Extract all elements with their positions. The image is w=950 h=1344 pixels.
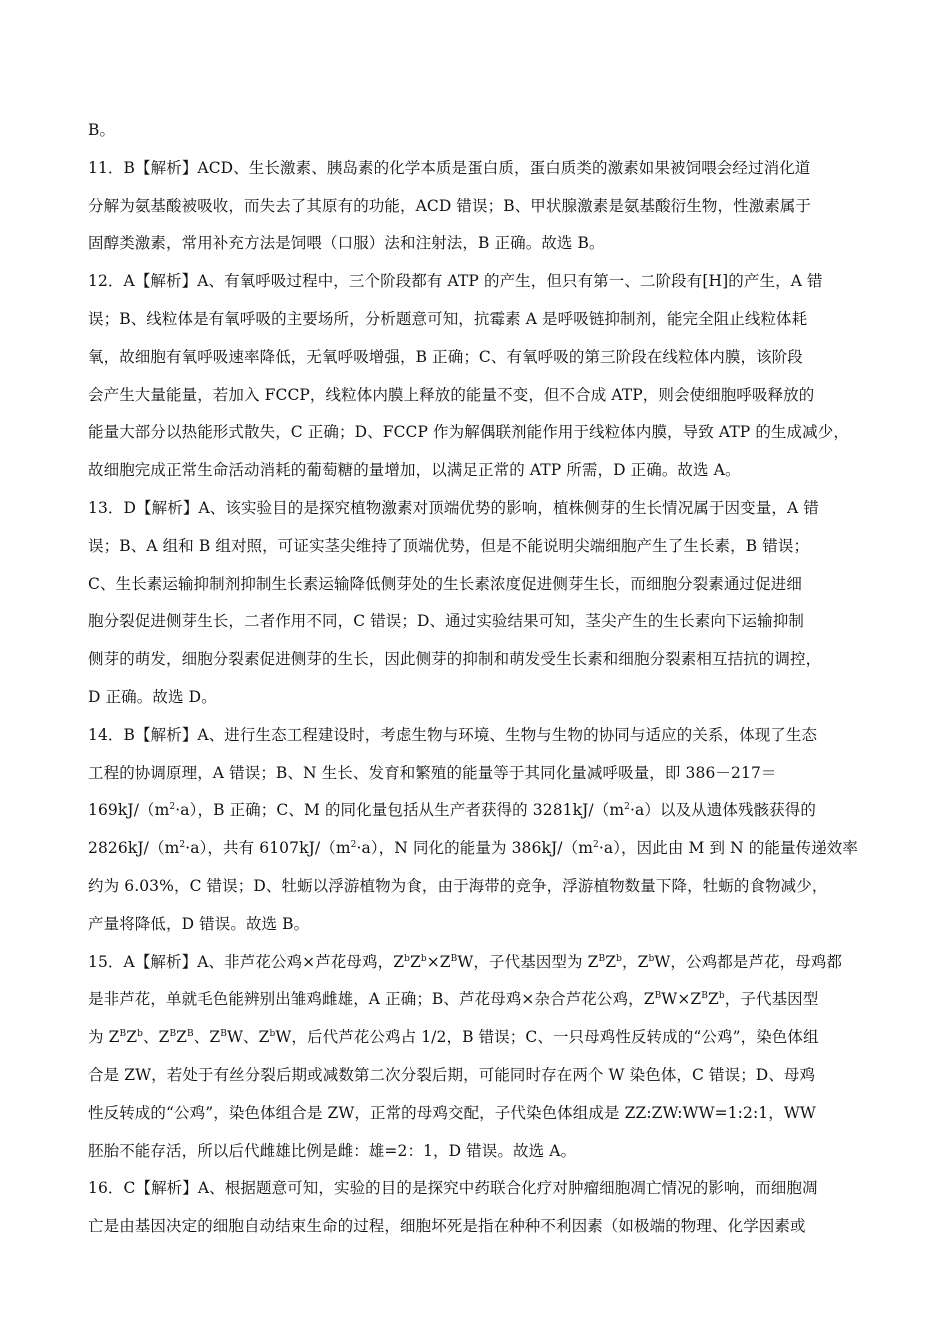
text-line: 12．A【解析】A、有氧呼吸过程中，三个阶段都有 ATP 的产生，但只有第一、二阶段有[H]的产生，A 错 <box>88 272 823 291</box>
superscript: B <box>220 1029 227 1040</box>
text-line: 13．D【解析】A、该实验目的是探究植物激素对顶端优势的影响，植株侧芽的生长情况属于因变量，A 错 <box>88 498 819 517</box>
text-line: 产量将降低，D 错误。故选 B。 <box>88 914 310 933</box>
text-segment: ·a），N 同化的能量为 386kJ/（m <box>356 839 593 858</box>
text-segment: 15．A【解析】A、非芦花公鸡×芦花母鸡，Z <box>88 952 405 971</box>
superscript: b <box>420 953 427 964</box>
text-line: B。 <box>88 121 116 139</box>
text-line <box>88 830 878 868</box>
text-line: 氧，故细胞有氧呼吸速率降低，无氧呼吸增强，B 正确；C、有氧呼吸的第三阶段在线粒体内膜，该阶段 <box>88 347 803 366</box>
superscript: 2 <box>179 840 186 851</box>
text-line: 性反转成的“公鸡”，染色体组合是 ZW，正常的母鸡交配，子代染色体组成是 ZZ:ZW:WW=1:2:1，WW <box>88 1103 816 1122</box>
text-line: 误；B、A 组和 B 组对照，可证实茎尖维持了顶端优势，但是不能说明尖端细胞产生了生长素，B 错误； <box>88 536 810 555</box>
superscript: B <box>701 991 709 1002</box>
text-segment: ·a），B 正确；C、M 的同化量包括从生产者获得的 3281kJ/（m <box>175 801 625 820</box>
text-line: 合是 ZW，若处于有丝分裂后期或减数第二次分裂后期，可能同时存在两个 W 染色体，C 错误；D、母鸡 <box>88 1065 816 1084</box>
text-segment: W，子代基因型为 Z <box>457 952 599 971</box>
text-line <box>88 981 878 1019</box>
text-line <box>88 944 878 982</box>
text-segment: 为 Z <box>88 1028 120 1047</box>
text-segment: ·a），共有 6107kJ/（m <box>185 839 351 858</box>
text-line: 故细胞完成正常生命活动消耗的葡萄糖的量增加，以满足正常的 ATP 所需，D 正确。故选 A。 <box>88 461 741 480</box>
text-segment: W、Z <box>226 1028 270 1047</box>
text-segment: ×Z <box>426 952 451 971</box>
text-segment: ，Z <box>622 952 649 971</box>
text-line: 分解为氨基酸被吸收，而失去了其原有的功能，ACD 错误；B、甲状腺激素是氨基酸衍生物，性激素属于 <box>88 196 812 215</box>
superscript: B <box>169 1029 177 1040</box>
text-segment: 2826kJ/（m <box>88 839 180 858</box>
text-segment: ·a）以及从遗体残骸获得的 <box>629 801 816 820</box>
text-line: 侧芽的萌发，细胞分裂素促进侧芽的生长，因此侧芽的抑制和萌发受生长素和细胞分裂素相互拮抗的调控， <box>88 650 822 669</box>
text-line: 工程的协调原理，A 错误；B、N 生长、发育和繁殖的能量等于其同化量减呼吸量，即 386－217＝ <box>88 763 777 782</box>
superscript: B <box>450 953 458 964</box>
text-line: 14．B【解析】A、进行生态工程建设时，考虑生物与环境、生物与生物的协同与适应的关系，体现了生态 <box>88 725 818 744</box>
superscript: 2 <box>624 802 630 813</box>
superscript: B <box>119 1029 127 1040</box>
text-line: 胞分裂促进侧芽生长，二者作用不同，C 错误；D、通过实验结果可知，茎尖产生的生长素向下运输抑制 <box>88 612 804 631</box>
document-page <box>88 112 878 1246</box>
superscript: B <box>598 953 606 964</box>
superscript: 2 <box>593 840 599 851</box>
text-segment: 、Z <box>193 1028 221 1047</box>
superscript: 2 <box>169 802 176 813</box>
text-segment: Z <box>409 952 421 971</box>
superscript: b <box>404 953 410 964</box>
text-line: 亡是由基因决定的细胞自动结束生命的过程，细胞坏死是指在种种不利因素（如极端的物理、化学因素或 <box>88 1217 806 1236</box>
text-line: 胚胎不能存活，所以后代雌雄比例是雌：雄=2：1，D 错误。故选 A。 <box>88 1141 577 1160</box>
text-segment: ·a），因此由 M 到 N 的能量传递效率 <box>598 839 858 858</box>
text-segment: W，公鸡都是芦花，母鸡都 <box>654 952 842 971</box>
superscript: b <box>718 991 725 1002</box>
text-line <box>88 1019 878 1057</box>
superscript: b <box>269 1029 276 1040</box>
text-line: 会产生大量能量，若加入 FCCP，线粒体内膜上释放的能量不变，但不合成 ATP，则会使细胞呼吸释放的 <box>88 385 815 404</box>
text-line: 11．B【解析】ACD、生长激素、胰岛素的化学本质是蛋白质，蛋白质类的激素如果被饲喂会经过消化道 <box>88 158 811 177</box>
text-line: D 正确。故选 D。 <box>88 687 217 706</box>
text-line: 误；B、线粒体是有氧呼吸的主要场所，分析题意可知，抗霉素 A 是呼吸链抑制剂，能完全阻止线粒体耗 <box>88 309 808 328</box>
superscript: 2 <box>350 840 357 851</box>
text-line: 16．C【解析】A、根据题意可知，实验的目的是探究中药联合化疗对肿瘤细胞凋亡情况的影响，而细胞凋 <box>88 1179 818 1198</box>
text-line: C、生长素运输抑制剂抑制生长素运输降低侧芽处的生长素浓度促进侧芽生长，而细胞分裂素通过促进细 <box>88 574 802 593</box>
text-line: 能量大部分以热能形式散失，C 正确；D、FCCP 作为解偶联剂能作用于线粒体内膜，导致 ATP 的生成减少， <box>88 423 849 442</box>
text-line: 固醇类激素，常用补充方法是饲喂（口服）法和注射法，B 正确。故选 B。 <box>88 234 605 253</box>
superscript: b <box>648 953 655 964</box>
superscript: b <box>616 953 622 964</box>
text-line <box>88 792 878 830</box>
text-segment: Z <box>605 952 617 971</box>
superscript: B <box>187 1029 194 1040</box>
text-segment: ，子代基因型 <box>724 990 819 1009</box>
superscript: B <box>654 991 662 1002</box>
text-segment: Z <box>176 1028 188 1047</box>
text-segment: 是非芦花，单就毛色能辨别出雏鸡雌雄，A 正确；B、芦花母鸡×杂合芦花公鸡，Z <box>88 990 655 1009</box>
text-segment: W，后代芦花公鸡占 1/2，B 错误；C、一只母鸡性反转成的“公鸡”，染色体组 <box>275 1028 819 1047</box>
text-segment: 169kJ/（m <box>88 801 170 820</box>
text-segment: Z <box>126 1028 138 1047</box>
text-segment: Z <box>708 990 719 1009</box>
text-segment: W×Z <box>661 990 702 1009</box>
superscript: b <box>137 1029 143 1040</box>
text-line: 约为 6.03%，C 错误；D、牡蛎以浮游植物为食，由于海带的竞争，浮游植物数量下降，牡蛎的食物减少， <box>88 876 828 895</box>
text-segment: 、Z <box>142 1028 170 1047</box>
